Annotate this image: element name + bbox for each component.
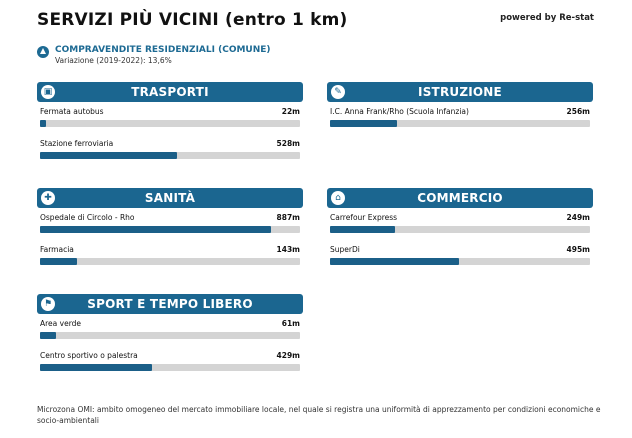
card-header-sport: [37, 294, 303, 314]
service-item: [327, 107, 593, 134]
service-item: [37, 351, 303, 378]
card-sanita: [37, 188, 303, 272]
service-item: [327, 213, 593, 240]
service-name: Ospedale di Circolo - Rho: [40, 213, 135, 222]
distance-bar-fill: [40, 364, 152, 371]
service-distance: 528m: [276, 139, 300, 148]
card-header-istruzione: [327, 82, 593, 102]
bus-icon: ▣: [41, 85, 55, 99]
card-title: TRASPORTI: [131, 85, 209, 99]
distance-bar-fill: [40, 258, 77, 265]
service-item: [327, 245, 593, 272]
service-distance: 143m: [276, 245, 300, 254]
card-title: SANITÀ: [144, 191, 196, 205]
card-sport: [37, 294, 303, 378]
distance-bar-track: [330, 258, 590, 265]
service-name: Fermata autobus: [40, 107, 104, 116]
service-distance: 249m: [566, 213, 590, 222]
trend-title: COMPRAVENDITE RESIDENZIALI (COMUNE): [55, 45, 271, 55]
cart-icon: ⌂: [331, 191, 345, 205]
powered-by-label: powered by Re-stat: [500, 13, 594, 23]
distance-bar-track: [40, 226, 300, 233]
service-name: I.C. Anna Frank/Rho (Scuola Infanzia): [330, 107, 469, 116]
footer-note: Microzona OMI: ambito omogeneo del mercato immobiliare locale, nel quale si registra una uniformità di apprezzamento per condizioni economiche e socio-ambientali: [37, 405, 601, 425]
service-name: SuperDi: [330, 245, 360, 254]
trend-up-icon: [37, 46, 49, 58]
distance-bar-track: [40, 332, 300, 339]
distance-bar-track: [40, 258, 300, 265]
card-title: SPORT E TEMPO LIBERO: [87, 297, 253, 311]
service-item: [37, 319, 303, 346]
distance-bar-fill: [40, 226, 271, 233]
card-header-commercio: [327, 188, 593, 208]
service-distance: 61m: [281, 319, 300, 328]
service-item: [37, 245, 303, 272]
service-distance: 495m: [566, 245, 590, 254]
school-icon: ✎: [331, 85, 345, 99]
service-distance: 429m: [276, 351, 300, 360]
service-item: [37, 107, 303, 134]
card-commercio: [327, 188, 593, 272]
distance-bar-fill: [40, 152, 177, 159]
distance-bar-fill: [330, 120, 397, 127]
trend-subtitle: Variazione (2019-2022): 13,6%: [55, 56, 172, 65]
card-header-sanita: [37, 188, 303, 208]
card-header-trasporti: [37, 82, 303, 102]
service-name: Centro sportivo o palestra: [40, 351, 138, 360]
distance-bar-track: [40, 120, 300, 127]
card-trasporti: [37, 82, 303, 166]
service-name: Carrefour Express: [330, 213, 398, 222]
distance-bar-fill: [40, 332, 56, 339]
service-name: Area verde: [40, 319, 82, 328]
distance-bar-track: [330, 226, 590, 233]
distance-bar-track: [330, 120, 590, 127]
service-distance: 22m: [281, 107, 300, 116]
distance-bar-fill: [40, 120, 46, 127]
service-distance: 887m: [276, 213, 300, 222]
distance-bar-fill: [330, 226, 395, 233]
distance-bar-track: [40, 364, 300, 371]
service-item: [37, 139, 303, 166]
sport-icon: ⚑: [41, 297, 55, 311]
card-istruzione: [327, 82, 593, 134]
service-item: [37, 213, 303, 240]
service-name: Stazione ferroviaria: [40, 139, 114, 148]
page-title: SERVIZI PIÙ VICINI (entro 1 km): [37, 10, 348, 30]
distance-bar-fill: [330, 258, 459, 265]
service-name: Farmacia: [40, 245, 74, 254]
card-title: COMMERCIO: [417, 191, 503, 205]
hospital-icon: ✚: [41, 191, 55, 205]
service-distance: 256m: [566, 107, 590, 116]
card-title: ISTRUZIONE: [418, 85, 502, 99]
distance-bar-track: [40, 152, 300, 159]
